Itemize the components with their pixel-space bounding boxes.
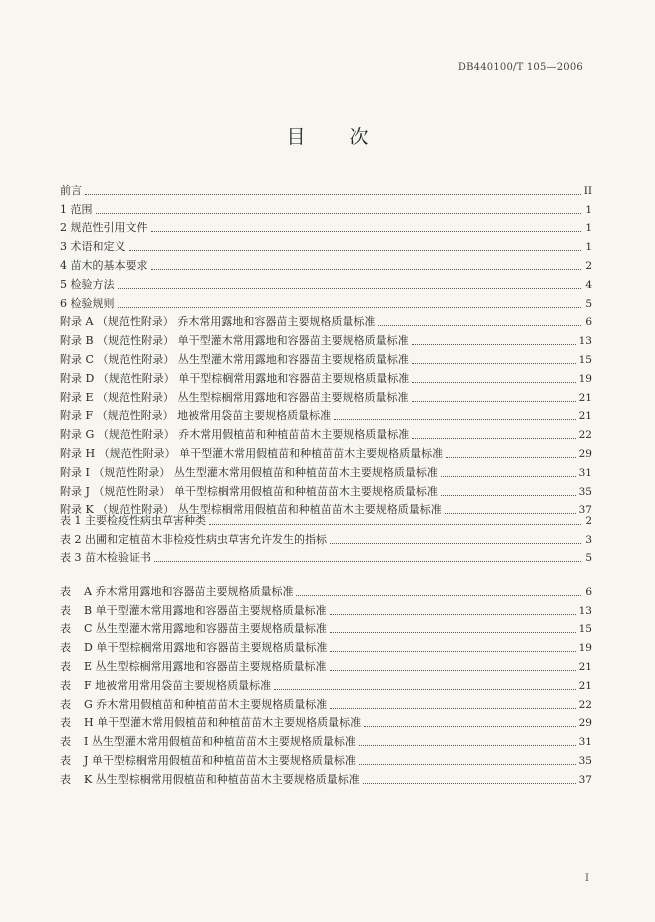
toc-entry-label: 表 1 主要检疫性病虫草害种类	[60, 513, 206, 527]
toc-leader-dots	[118, 307, 582, 308]
toc-appendix-table-entry[interactable]	[60, 730, 592, 749]
toc-appendix-tables-list	[60, 580, 592, 787]
toc-entry-label	[60, 660, 327, 674]
toc-entry-label: 3 术语和定义	[60, 240, 126, 254]
toc-entry-page: 2	[585, 514, 592, 527]
toc-entry-page: 22	[578, 698, 592, 711]
toc-entry-prefix: 表	[60, 716, 71, 730]
toc-entry-text: E 丛生型棕榈常用露地和容器苗主要规格质量标准	[84, 659, 327, 673]
toc-entry-text: K 丛生型棕榈常用假植苗和种植苗苗木主要规格质量标准	[84, 772, 360, 786]
toc-leader-dots	[85, 194, 581, 195]
toc-entry-page: 21	[578, 391, 592, 404]
toc-entry-label: 附录 C （规范性附录） 丛生型灌木常用露地和容器苗主要规格质量标准	[60, 352, 409, 366]
toc-entry-page: 35	[578, 754, 592, 767]
toc-entry-label	[60, 773, 360, 787]
toc-entry-prefix: 表	[60, 753, 71, 767]
toc-entry[interactable]	[60, 273, 592, 292]
toc-entry-page: 5	[585, 552, 592, 565]
toc-entry[interactable]	[60, 442, 592, 461]
toc-entry-label: 附录 J （规范性附录） 单干型棕榈常用假植苗和种植苗苗木主要规格质量标准	[60, 484, 438, 498]
toc-entry-page: 37	[578, 773, 592, 786]
toc-entry[interactable]	[60, 198, 592, 217]
toc-leader-dots	[330, 651, 575, 652]
toc-leader-dots	[151, 269, 582, 270]
toc-entry-page: 5	[585, 297, 592, 310]
toc-leader-dots	[96, 213, 582, 214]
toc-entry-prefix: 表	[60, 735, 71, 749]
toc-entry-label: 附录 A （规范性附录） 乔木常用露地和容器苗主要规格质量标准	[60, 315, 376, 329]
toc-entry-page: 13	[578, 604, 592, 617]
toc-entry-prefix: 表	[60, 678, 71, 692]
toc-entry-label: 附录 H （规范性附录） 单干型灌木常用假植苗和种植苗苗木主要规格质量标准	[60, 446, 444, 460]
toc-leader-dots	[209, 524, 581, 525]
toc-entry-label: 5 检验方法	[60, 277, 115, 291]
page-title	[0, 122, 655, 149]
toc-leader-dots	[412, 363, 576, 364]
toc-entry-prefix: 表	[60, 584, 71, 598]
toc-entry-page: 2	[585, 259, 592, 272]
toc-entry-label	[60, 641, 327, 655]
toc-leader-dots	[359, 745, 576, 746]
toc-entry-label: 1 范围	[60, 202, 93, 216]
toc-leader-dots	[274, 689, 575, 690]
toc-entry-label	[60, 698, 327, 712]
toc-entry-label: 附录 K （规范性附录） 丛生型棕榈常用假植苗和种植苗苗木主要规格质量标准	[60, 503, 442, 517]
toc-appendix-table-entry[interactable]	[60, 749, 592, 768]
toc-leader-dots	[412, 401, 576, 402]
toc-entry[interactable]	[60, 217, 592, 236]
toc-entry[interactable]	[60, 386, 592, 405]
toc-entry[interactable]	[60, 292, 592, 311]
toc-entry-page: 35	[578, 485, 592, 498]
toc-entry-text: I 丛生型灌木常用假植苗和种植苗苗木主要规格质量标准	[84, 735, 356, 749]
toc-entry[interactable]	[60, 179, 592, 198]
toc-entry-page: 19	[578, 642, 592, 655]
toc-entry-label: 2 规范性引用文件	[60, 221, 148, 235]
toc-entry-page: 21	[578, 410, 592, 423]
toc-entry-text: D 单干型棕榈常用露地和容器苗主要规格质量标准	[84, 641, 328, 655]
toc-main-list	[60, 179, 592, 517]
toc-leader-dots	[330, 614, 576, 615]
toc-leader-dots	[441, 476, 576, 477]
toc-entry-page: 19	[578, 372, 592, 385]
toc-leader-dots	[364, 726, 576, 727]
toc-leader-dots	[334, 419, 576, 420]
toc-table-entry[interactable]	[60, 528, 592, 547]
toc-leader-dots	[441, 495, 576, 496]
toc-entry-page: 21	[578, 679, 592, 692]
toc-entry-label	[60, 622, 327, 636]
toc-entry-page: 13	[578, 335, 592, 348]
toc-leader-dots	[330, 670, 576, 671]
title-char-2: 次	[349, 126, 369, 148]
toc-appendix-table-entry[interactable]	[60, 693, 592, 712]
toc-entry-page: 31	[578, 466, 592, 479]
toc-entry-label	[60, 735, 356, 749]
toc-entry[interactable]	[60, 329, 592, 348]
toc-entry-page: 31	[578, 736, 592, 749]
toc-entry[interactable]	[60, 367, 592, 386]
toc-entry-page: 1	[585, 241, 592, 254]
toc-entry-text: F 地被常用常用袋苗主要规格质量标准	[84, 678, 272, 692]
toc-entry-label	[60, 754, 356, 768]
toc-entry-page: 37	[578, 504, 592, 517]
toc-entry-label: 附录 G （规范性附录） 乔木常用假植苗和种植苗苗木主要规格质量标准	[60, 428, 410, 442]
toc-entry-label: 6 检验规则	[60, 296, 115, 310]
toc-appendix-table-entry[interactable]	[60, 618, 592, 637]
toc-appendix-table-entry[interactable]	[60, 674, 592, 693]
toc-entry-label: 表 3 苗木检验证书	[60, 551, 151, 565]
toc-entry[interactable]	[60, 311, 592, 330]
page-number: I	[585, 873, 589, 884]
toc-entry-text: A 乔木常用露地和容器苗主要规格质量标准	[84, 584, 294, 598]
toc-entry-page: 15	[578, 353, 592, 366]
toc-appendix-table-entry[interactable]	[60, 580, 592, 599]
toc-entry-page: 1	[585, 203, 592, 216]
toc-leader-dots	[363, 783, 576, 784]
toc-entry-prefix: 表	[60, 641, 71, 655]
title-char-1: 目	[286, 126, 306, 148]
toc-entry-page: 22	[578, 429, 592, 442]
toc-entry-label: 附录 F （规范性附录） 地被常用袋苗主要规格质量标准	[60, 409, 332, 423]
toc-appendix-table-entry[interactable]	[60, 768, 592, 787]
toc-leader-dots	[118, 288, 582, 289]
toc-entry-label: 前言	[60, 183, 82, 197]
toc-leader-dots	[446, 457, 576, 458]
toc-tables-list	[60, 509, 592, 565]
toc-entry-label	[60, 604, 327, 618]
toc-entry[interactable]	[60, 254, 592, 273]
toc-entry-page: 21	[578, 660, 592, 673]
toc-entry[interactable]	[60, 480, 592, 499]
toc-entry-page: 3	[585, 533, 592, 546]
toc-entry-page: II	[583, 184, 592, 197]
toc-entry-page: 4	[585, 278, 592, 291]
toc-entry-page: 6	[585, 585, 592, 598]
toc-entry-text: B 单干型灌木常用露地和容器苗主要规格质量标准	[84, 603, 327, 617]
toc-leader-dots	[330, 543, 581, 544]
toc-appendix-table-entry[interactable]	[60, 655, 592, 674]
toc-leader-dots	[378, 325, 581, 326]
toc-entry-prefix: 表	[60, 697, 71, 711]
toc-entry-label	[60, 585, 293, 599]
toc-entry[interactable]	[60, 423, 592, 442]
toc-appendix-table-entry[interactable]	[60, 712, 592, 731]
toc-entry-label: 附录 B （规范性附录） 单干型灌木常用露地和容器苗主要规格质量标准	[60, 334, 409, 348]
toc-entry-page: 6	[585, 316, 592, 329]
toc-entry-page: 29	[578, 717, 592, 730]
toc-entry[interactable]	[60, 348, 592, 367]
toc-entry-text: C 丛生型灌木常用露地和容器苗主要规格质量标准	[84, 622, 327, 636]
toc-leader-dots	[129, 250, 582, 251]
toc-entry-label: 附录 I （规范性附录） 丛生型灌木常用假植苗和种植苗苗木主要规格质量标准	[60, 465, 438, 479]
toc-entry-prefix: 表	[60, 659, 71, 673]
toc-entry-label: 附录 D （规范性附录） 单干型棕榈常用露地和容器苗主要规格质量标准	[60, 371, 410, 385]
toc-leader-dots	[330, 708, 575, 709]
toc-entry[interactable]	[60, 405, 592, 424]
toc-entry-text: H 单干型灌木常用假植苗和种植苗苗木主要规格质量标准	[84, 716, 362, 730]
toc-appendix-table-entry[interactable]	[60, 599, 592, 618]
toc-entry-label: 表 2 出圃和定植苗木非检疫性病虫草害允许发生的指标	[60, 532, 327, 546]
toc-table-entry[interactable]	[60, 509, 592, 528]
toc-leader-dots	[412, 438, 575, 439]
toc-entry[interactable]	[60, 235, 592, 254]
toc-appendix-table-entry[interactable]	[60, 636, 592, 655]
toc-leader-dots	[412, 382, 575, 383]
toc-leader-dots	[154, 561, 581, 562]
toc-entry-text: G 乔木常用假植苗和种植苗苗木主要规格质量标准	[84, 697, 328, 711]
toc-leader-dots	[359, 764, 576, 765]
toc-entry-prefix: 表	[60, 603, 71, 617]
toc-entry-label	[60, 679, 271, 693]
toc-entry-prefix: 表	[60, 772, 71, 786]
toc-leader-dots	[330, 632, 576, 633]
toc-leader-dots	[412, 344, 576, 345]
toc-entry-label: 4 苗木的基本要求	[60, 258, 148, 272]
toc-entry-page: 29	[578, 447, 592, 460]
document-code: DB440100/T 105—2006	[457, 62, 583, 73]
toc-entry-label: 附录 E （规范性附录） 丛生型棕榈常用露地和容器苗主要规格质量标准	[60, 390, 409, 404]
toc-leader-dots	[296, 595, 581, 596]
toc-table-entry[interactable]	[60, 547, 592, 566]
toc-leader-dots	[151, 231, 582, 232]
toc-entry-label	[60, 716, 361, 730]
toc-entry-page: 15	[578, 623, 592, 636]
toc-entry-page: 1	[585, 222, 592, 235]
toc-entry-text: J 单干型棕榈常用假植苗和种植苗苗木主要规格质量标准	[84, 753, 356, 767]
toc-entry[interactable]	[60, 461, 592, 480]
toc-entry-prefix: 表	[60, 622, 71, 636]
